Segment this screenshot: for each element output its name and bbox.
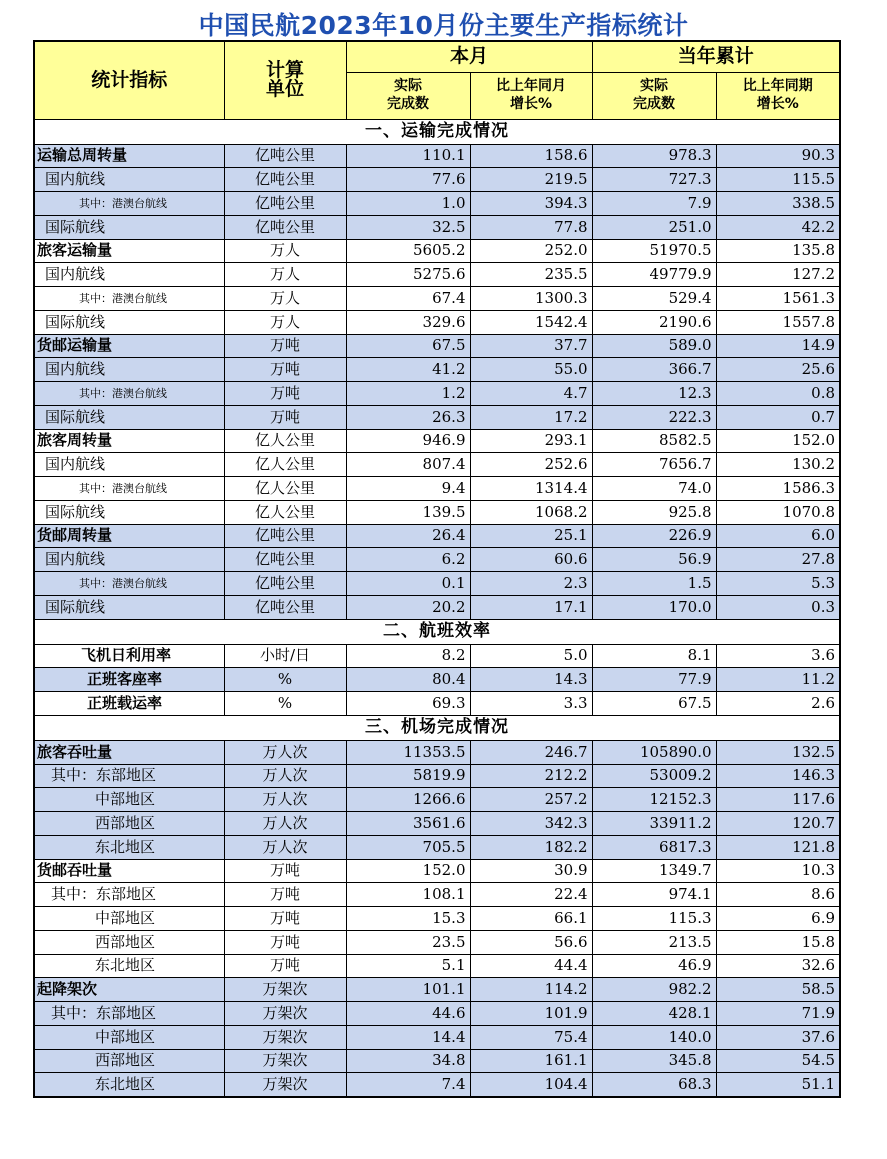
- table-row: [34, 1073, 840, 1097]
- ytd-actual-cell: 46.9: [592, 954, 716, 978]
- header-ytd: 当年累计: [592, 41, 840, 72]
- ytd-growth-cell: 146.3: [716, 764, 840, 788]
- month-growth-cell: 246.7: [470, 740, 592, 764]
- indicator-cell: 中部地区: [34, 1025, 224, 1049]
- table-row: [34, 453, 840, 477]
- indicator-cell: 国际航线: [34, 310, 224, 334]
- page-title: 中国民航2023年10月份主要生产指标统计: [198, 11, 689, 40]
- indicator-cell: 正班客座率: [34, 668, 224, 692]
- month-actual-cell: 20.2: [346, 595, 470, 619]
- unit-cell: 万吨: [224, 334, 346, 358]
- unit-cell: 万人: [224, 239, 346, 263]
- table-body: [34, 119, 840, 1097]
- indicator-cell: 其中：东部地区: [34, 1002, 224, 1026]
- month-growth-cell: 22.4: [470, 883, 592, 907]
- ytd-actual-cell: 222.3: [592, 405, 716, 429]
- section-title: 三、机场完成情况: [34, 715, 840, 740]
- table-row: [34, 405, 840, 429]
- month-growth-cell: 14.3: [470, 668, 592, 692]
- unit-cell: 亿吨公里: [224, 215, 346, 239]
- table-row: [34, 595, 840, 619]
- ytd-growth-cell: 15.8: [716, 930, 840, 954]
- header-unit: 计算 单位: [224, 41, 346, 119]
- ytd-actual-cell: 6817.3: [592, 835, 716, 859]
- month-actual-cell: 152.0: [346, 859, 470, 883]
- table-row: [34, 740, 840, 764]
- indicator-cell: 其中：港澳台航线: [34, 382, 224, 406]
- ytd-actual-cell: 925.8: [592, 500, 716, 524]
- indicator-cell: 国内航线: [34, 263, 224, 287]
- ytd-actual-cell: 115.3: [592, 907, 716, 931]
- table-row: [34, 788, 840, 812]
- indicator-cell: 国际航线: [34, 405, 224, 429]
- unit-cell: 亿人公里: [224, 453, 346, 477]
- ytd-actual-cell: 2190.6: [592, 310, 716, 334]
- month-growth-cell: 56.6: [470, 930, 592, 954]
- ytd-actual-cell: 49779.9: [592, 263, 716, 287]
- indicator-cell: 国内航线: [34, 168, 224, 192]
- ytd-actual-cell: 529.4: [592, 287, 716, 311]
- ytd-growth-cell: 130.2: [716, 453, 840, 477]
- month-growth-cell: 3.3: [470, 692, 592, 716]
- ytd-growth-cell: 32.6: [716, 954, 840, 978]
- ytd-actual-cell: 56.9: [592, 548, 716, 572]
- unit-cell: 亿人公里: [224, 500, 346, 524]
- unit-cell: 亿人公里: [224, 429, 346, 453]
- unit-cell: 万人次: [224, 764, 346, 788]
- unit-cell: 万吨: [224, 358, 346, 382]
- header-indicator: 统计指标: [34, 41, 224, 119]
- month-actual-cell: 0.1: [346, 572, 470, 596]
- ytd-growth-cell: 54.5: [716, 1049, 840, 1073]
- ytd-growth-cell: 25.6: [716, 358, 840, 382]
- month-growth-cell: 17.1: [470, 595, 592, 619]
- table-row: [34, 859, 840, 883]
- month-growth-cell: 1068.2: [470, 500, 592, 524]
- ytd-actual-cell: 12152.3: [592, 788, 716, 812]
- indicator-cell: 货邮运输量: [34, 334, 224, 358]
- unit-cell: 万架次: [224, 1025, 346, 1049]
- ytd-growth-cell: 11.2: [716, 668, 840, 692]
- ytd-growth-cell: 5.3: [716, 572, 840, 596]
- indicator-cell: 西部地区: [34, 1049, 224, 1073]
- table-row: [34, 168, 840, 192]
- month-actual-cell: 77.6: [346, 168, 470, 192]
- month-actual-cell: 8.2: [346, 644, 470, 668]
- month-growth-cell: 342.3: [470, 812, 592, 836]
- ytd-growth-cell: 42.2: [716, 215, 840, 239]
- section-header-row: [34, 119, 840, 144]
- ytd-growth-cell: 90.3: [716, 144, 840, 168]
- table-row: [34, 835, 840, 859]
- month-growth-cell: 2.3: [470, 572, 592, 596]
- month-growth-cell: 4.7: [470, 382, 592, 406]
- month-growth-cell: 5.0: [470, 644, 592, 668]
- indicator-cell: 旅客运输量: [34, 239, 224, 263]
- ytd-growth-cell: 51.1: [716, 1073, 840, 1097]
- table-row: [34, 978, 840, 1002]
- ytd-growth-cell: 117.6: [716, 788, 840, 812]
- month-actual-cell: 23.5: [346, 930, 470, 954]
- table-row: [34, 144, 840, 168]
- header-month-actual: 实际 完成数: [346, 72, 470, 119]
- indicator-cell: 起降架次: [34, 978, 224, 1002]
- unit-cell: 万人次: [224, 835, 346, 859]
- ytd-actual-cell: 727.3: [592, 168, 716, 192]
- ytd-actual-cell: 53009.2: [592, 764, 716, 788]
- month-growth-cell: 101.9: [470, 1002, 592, 1026]
- ytd-growth-cell: 6.9: [716, 907, 840, 931]
- unit-cell: 亿吨公里: [224, 192, 346, 216]
- indicator-cell: 国际航线: [34, 595, 224, 619]
- month-actual-cell: 329.6: [346, 310, 470, 334]
- ytd-actual-cell: 170.0: [592, 595, 716, 619]
- month-actual-cell: 1266.6: [346, 788, 470, 812]
- month-growth-cell: 252.0: [470, 239, 592, 263]
- table-row: [34, 358, 840, 382]
- table-row: [34, 954, 840, 978]
- ytd-growth-cell: 121.8: [716, 835, 840, 859]
- indicator-cell: 东北地区: [34, 1073, 224, 1097]
- ytd-growth-cell: 1070.8: [716, 500, 840, 524]
- section-title: 二、航班效率: [34, 619, 840, 644]
- month-actual-cell: 3561.6: [346, 812, 470, 836]
- unit-cell: 万架次: [224, 1073, 346, 1097]
- indicator-cell: 货邮吞吐量: [34, 859, 224, 883]
- ytd-actual-cell: 982.2: [592, 978, 716, 1002]
- indicator-cell: 西部地区: [34, 930, 224, 954]
- indicator-cell: 国际航线: [34, 215, 224, 239]
- month-growth-cell: 1314.4: [470, 477, 592, 501]
- ytd-actual-cell: 77.9: [592, 668, 716, 692]
- table-row: [34, 1025, 840, 1049]
- ytd-growth-cell: 6.0: [716, 524, 840, 548]
- month-growth-cell: 1300.3: [470, 287, 592, 311]
- ytd-actual-cell: 1349.7: [592, 859, 716, 883]
- ytd-growth-cell: 2.6: [716, 692, 840, 716]
- ytd-actual-cell: 33911.2: [592, 812, 716, 836]
- month-growth-cell: 104.4: [470, 1073, 592, 1097]
- indicator-cell: 正班载运率: [34, 692, 224, 716]
- table-row: [34, 548, 840, 572]
- month-actual-cell: 1.0: [346, 192, 470, 216]
- table-row: [34, 907, 840, 931]
- statistics-table: [33, 40, 841, 1098]
- month-growth-cell: 25.1: [470, 524, 592, 548]
- month-actual-cell: 6.2: [346, 548, 470, 572]
- unit-cell: 万人: [224, 263, 346, 287]
- ytd-actual-cell: 213.5: [592, 930, 716, 954]
- indicator-cell: 其中：港澳台航线: [34, 192, 224, 216]
- indicator-cell: 其中：港澳台航线: [34, 287, 224, 311]
- ytd-growth-cell: 338.5: [716, 192, 840, 216]
- ytd-growth-cell: 0.7: [716, 405, 840, 429]
- unit-cell: 亿吨公里: [224, 548, 346, 572]
- table-row: [34, 215, 840, 239]
- table-row: [34, 310, 840, 334]
- month-growth-cell: 37.7: [470, 334, 592, 358]
- ytd-actual-cell: 105890.0: [592, 740, 716, 764]
- month-growth-cell: 55.0: [470, 358, 592, 382]
- unit-cell: 亿吨公里: [224, 144, 346, 168]
- ytd-actual-cell: 345.8: [592, 1049, 716, 1073]
- ytd-actual-cell: 428.1: [592, 1002, 716, 1026]
- ytd-growth-cell: 135.8: [716, 239, 840, 263]
- indicator-cell: 东北地区: [34, 835, 224, 859]
- unit-cell: %: [224, 668, 346, 692]
- ytd-actual-cell: 366.7: [592, 358, 716, 382]
- unit-cell: 万吨: [224, 954, 346, 978]
- month-actual-cell: 15.3: [346, 907, 470, 931]
- ytd-growth-cell: 71.9: [716, 1002, 840, 1026]
- ytd-growth-cell: 8.6: [716, 883, 840, 907]
- ytd-actual-cell: 589.0: [592, 334, 716, 358]
- unit-cell: 亿吨公里: [224, 595, 346, 619]
- indicator-cell: 中部地区: [34, 907, 224, 931]
- indicator-cell: 国内航线: [34, 453, 224, 477]
- month-actual-cell: 807.4: [346, 453, 470, 477]
- unit-cell: 万吨: [224, 382, 346, 406]
- header-ytd-actual: 实际 完成数: [592, 72, 716, 119]
- month-growth-cell: 257.2: [470, 788, 592, 812]
- month-growth-cell: 219.5: [470, 168, 592, 192]
- ytd-growth-cell: 1557.8: [716, 310, 840, 334]
- month-growth-cell: 1542.4: [470, 310, 592, 334]
- table-row: [34, 287, 840, 311]
- table-row: [34, 334, 840, 358]
- table-row: [34, 429, 840, 453]
- table-row: [34, 524, 840, 548]
- ytd-actual-cell: 1.5: [592, 572, 716, 596]
- table-row: [34, 382, 840, 406]
- ytd-growth-cell: 37.6: [716, 1025, 840, 1049]
- header-this-month: 本月: [346, 41, 592, 72]
- month-actual-cell: 5275.6: [346, 263, 470, 287]
- ytd-growth-cell: 1586.3: [716, 477, 840, 501]
- indicator-cell: 西部地区: [34, 812, 224, 836]
- month-growth-cell: 158.6: [470, 144, 592, 168]
- month-actual-cell: 705.5: [346, 835, 470, 859]
- ytd-actual-cell: 7.9: [592, 192, 716, 216]
- ytd-actual-cell: 7656.7: [592, 453, 716, 477]
- table-row: [34, 764, 840, 788]
- ytd-actual-cell: 974.1: [592, 883, 716, 907]
- month-growth-cell: 44.4: [470, 954, 592, 978]
- unit-cell: 万架次: [224, 1002, 346, 1026]
- ytd-growth-cell: 152.0: [716, 429, 840, 453]
- section-header-row: [34, 619, 840, 644]
- indicator-cell: 其中：港澳台航线: [34, 477, 224, 501]
- month-actual-cell: 946.9: [346, 429, 470, 453]
- month-growth-cell: 77.8: [470, 215, 592, 239]
- indicator-cell: 其中：东部地区: [34, 883, 224, 907]
- month-actual-cell: 110.1: [346, 144, 470, 168]
- month-growth-cell: 66.1: [470, 907, 592, 931]
- ytd-actual-cell: 8.1: [592, 644, 716, 668]
- ytd-growth-cell: 115.5: [716, 168, 840, 192]
- unit-cell: 万吨: [224, 930, 346, 954]
- unit-cell: 亿吨公里: [224, 572, 346, 596]
- table-row: [34, 263, 840, 287]
- indicator-cell: 其中：港澳台航线: [34, 572, 224, 596]
- month-growth-cell: 293.1: [470, 429, 592, 453]
- month-actual-cell: 5.1: [346, 954, 470, 978]
- ytd-actual-cell: 226.9: [592, 524, 716, 548]
- table-row: [34, 644, 840, 668]
- table-row: [34, 500, 840, 524]
- month-growth-cell: 182.2: [470, 835, 592, 859]
- table-row: [34, 477, 840, 501]
- month-actual-cell: 26.3: [346, 405, 470, 429]
- table-row: [34, 192, 840, 216]
- table-row: [34, 692, 840, 716]
- month-actual-cell: 26.4: [346, 524, 470, 548]
- ytd-actual-cell: 8582.5: [592, 429, 716, 453]
- unit-cell: 亿人公里: [224, 477, 346, 501]
- ytd-growth-cell: 132.5: [716, 740, 840, 764]
- unit-cell: 万吨: [224, 883, 346, 907]
- table-row: [34, 239, 840, 263]
- indicator-cell: 货邮周转量: [34, 524, 224, 548]
- unit-cell: 万人: [224, 287, 346, 311]
- month-growth-cell: 60.6: [470, 548, 592, 572]
- unit-cell: 万架次: [224, 978, 346, 1002]
- ytd-growth-cell: 14.9: [716, 334, 840, 358]
- month-actual-cell: 108.1: [346, 883, 470, 907]
- table-row: [34, 1002, 840, 1026]
- ytd-actual-cell: 68.3: [592, 1073, 716, 1097]
- unit-cell: 万吨: [224, 405, 346, 429]
- indicator-cell: 旅客周转量: [34, 429, 224, 453]
- month-actual-cell: 14.4: [346, 1025, 470, 1049]
- ytd-actual-cell: 140.0: [592, 1025, 716, 1049]
- indicator-cell: 飞机日利用率: [34, 644, 224, 668]
- month-growth-cell: 17.2: [470, 405, 592, 429]
- indicator-cell: 国内航线: [34, 358, 224, 382]
- month-actual-cell: 80.4: [346, 668, 470, 692]
- ytd-growth-cell: 120.7: [716, 812, 840, 836]
- header-ytd-growth: 比上年同期 增长%: [716, 72, 840, 119]
- indicator-cell: 国际航线: [34, 500, 224, 524]
- unit-cell: %: [224, 692, 346, 716]
- indicator-cell: 东北地区: [34, 954, 224, 978]
- month-actual-cell: 5605.2: [346, 239, 470, 263]
- table-row: [34, 668, 840, 692]
- indicator-cell: 其中：东部地区: [34, 764, 224, 788]
- month-actual-cell: 34.8: [346, 1049, 470, 1073]
- month-growth-cell: 75.4: [470, 1025, 592, 1049]
- ytd-actual-cell: 251.0: [592, 215, 716, 239]
- ytd-growth-cell: 0.3: [716, 595, 840, 619]
- table-row: [34, 883, 840, 907]
- ytd-growth-cell: 1561.3: [716, 287, 840, 311]
- table-row: [34, 1049, 840, 1073]
- month-growth-cell: 394.3: [470, 192, 592, 216]
- ytd-actual-cell: 978.3: [592, 144, 716, 168]
- ytd-actual-cell: 67.5: [592, 692, 716, 716]
- month-actual-cell: 11353.5: [346, 740, 470, 764]
- indicator-cell: 国内航线: [34, 548, 224, 572]
- indicator-cell: 中部地区: [34, 788, 224, 812]
- ytd-growth-cell: 3.6: [716, 644, 840, 668]
- ytd-growth-cell: 27.8: [716, 548, 840, 572]
- indicator-cell: 旅客吞吐量: [34, 740, 224, 764]
- header-month-growth: 比上年同月 增长%: [470, 72, 592, 119]
- month-actual-cell: 9.4: [346, 477, 470, 501]
- table-row: [34, 812, 840, 836]
- month-actual-cell: 139.5: [346, 500, 470, 524]
- unit-cell: 万人次: [224, 812, 346, 836]
- month-actual-cell: 67.4: [346, 287, 470, 311]
- month-growth-cell: 235.5: [470, 263, 592, 287]
- unit-cell: 亿吨公里: [224, 168, 346, 192]
- ytd-growth-cell: 0.8: [716, 382, 840, 406]
- month-growth-cell: 161.1: [470, 1049, 592, 1073]
- unit-cell: 万吨: [224, 907, 346, 931]
- month-growth-cell: 212.2: [470, 764, 592, 788]
- month-actual-cell: 101.1: [346, 978, 470, 1002]
- unit-cell: 亿吨公里: [224, 524, 346, 548]
- section-title: 一、运输完成情况: [34, 119, 840, 144]
- unit-cell: 万人: [224, 310, 346, 334]
- unit-cell: 万人次: [224, 740, 346, 764]
- month-actual-cell: 7.4: [346, 1073, 470, 1097]
- month-actual-cell: 1.2: [346, 382, 470, 406]
- month-growth-cell: 114.2: [470, 978, 592, 1002]
- month-growth-cell: 30.9: [470, 859, 592, 883]
- indicator-cell: 运输总周转量: [34, 144, 224, 168]
- unit-cell: 万人次: [224, 788, 346, 812]
- ytd-growth-cell: 58.5: [716, 978, 840, 1002]
- month-actual-cell: 44.6: [346, 1002, 470, 1026]
- month-actual-cell: 5819.9: [346, 764, 470, 788]
- ytd-growth-cell: 127.2: [716, 263, 840, 287]
- month-actual-cell: 32.5: [346, 215, 470, 239]
- ytd-growth-cell: 10.3: [716, 859, 840, 883]
- ytd-actual-cell: 51970.5: [592, 239, 716, 263]
- unit-cell: 万吨: [224, 859, 346, 883]
- unit-cell: 小时/日: [224, 644, 346, 668]
- table-row: [34, 572, 840, 596]
- month-actual-cell: 41.2: [346, 358, 470, 382]
- ytd-actual-cell: 74.0: [592, 477, 716, 501]
- table-row: [34, 930, 840, 954]
- unit-cell: 万架次: [224, 1049, 346, 1073]
- month-growth-cell: 252.6: [470, 453, 592, 477]
- section-header-row: [34, 715, 840, 740]
- ytd-actual-cell: 12.3: [592, 382, 716, 406]
- month-actual-cell: 69.3: [346, 692, 470, 716]
- month-actual-cell: 67.5: [346, 334, 470, 358]
